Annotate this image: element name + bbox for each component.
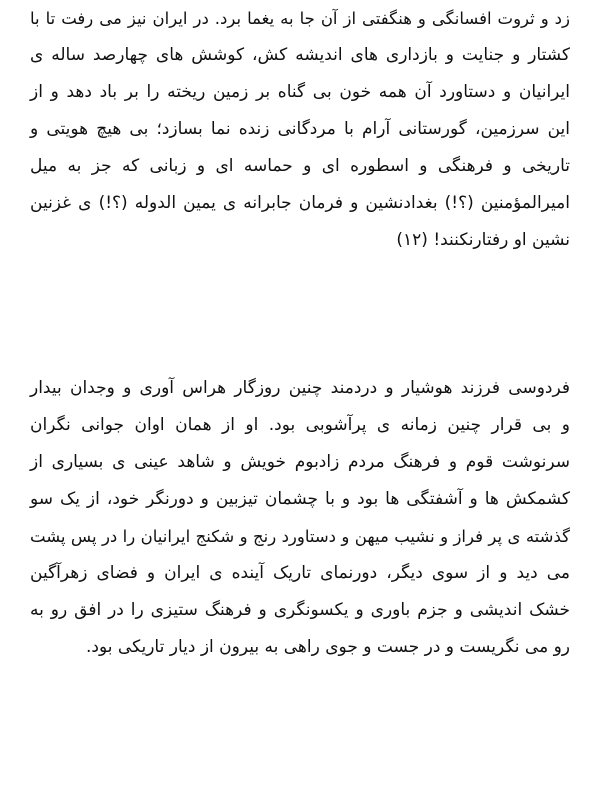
text-line: این سرزمین، گورستانی آرام با مردگانی زنده نما بسازد؛ بی هیچ هویتی و xyxy=(30,119,570,139)
text-line: زد و ثروت افسانگی و هنگفتی از آن جا به یغما برد. در ایران نیز می رفت تا با xyxy=(30,9,570,28)
paragraph-2 xyxy=(30,370,570,666)
text-line: گذشته ی پر فراز و نشیب میهن و دستاورد رنج و شکنج ایرانیان را در پس پشت xyxy=(30,527,570,546)
text-line: و بی قرار چنین زمانه ی پرآشوبی بود. او از همان اوان جوانی نگران xyxy=(30,415,570,435)
text-line: کشتار و جنایت و بازداری های اندیشه کش، کوشش های چهارصد ساله ی xyxy=(30,45,570,65)
text-line: نشین او رفتارنکنند! (۱۲) xyxy=(396,230,570,250)
text-line: امیرالمؤمنین (؟!) بغدادنشین و فرمان جابرانه ی یمین الدوله (؟!) ی غزنین xyxy=(30,193,570,213)
text-line: خشک اندیشی و جزم باوری و یکسونگری و فرهنگ ستیزی را در افق رو به xyxy=(30,600,570,620)
text-line: کشمکش ها و آشفتگی ها بود و با چشمان تیزبین و دورنگر خود، از یک سو xyxy=(30,489,570,509)
text-line: رو می نگریست و در جست و جوی راهی به بیرون از دیار تاریکی بود. xyxy=(86,637,570,657)
paragraph-1 xyxy=(30,0,570,259)
text-line: سرنوشت قوم و فرهنگ مردم زادبوم خویش و شاهد عینی ی بسیاری از xyxy=(30,452,570,472)
text-line: ایرانیان و دستاورد آن همه خون بی گناه بر زمین ریخته را بر باد دهد و از xyxy=(30,82,570,102)
text-line: می دید و از سوی دیگر، دورنمای تاریک آینده ی ایران و فضای زهرآگین xyxy=(30,563,570,583)
text-line: تاریخی و فرهنگی و اسطوره ای و حماسه ای و زبانی که جز به میل xyxy=(30,156,570,176)
text-line: فردوسی فرزند هوشیار و دردمند چنین روزگار هراس آوری و وجدان بیدار xyxy=(30,378,570,398)
